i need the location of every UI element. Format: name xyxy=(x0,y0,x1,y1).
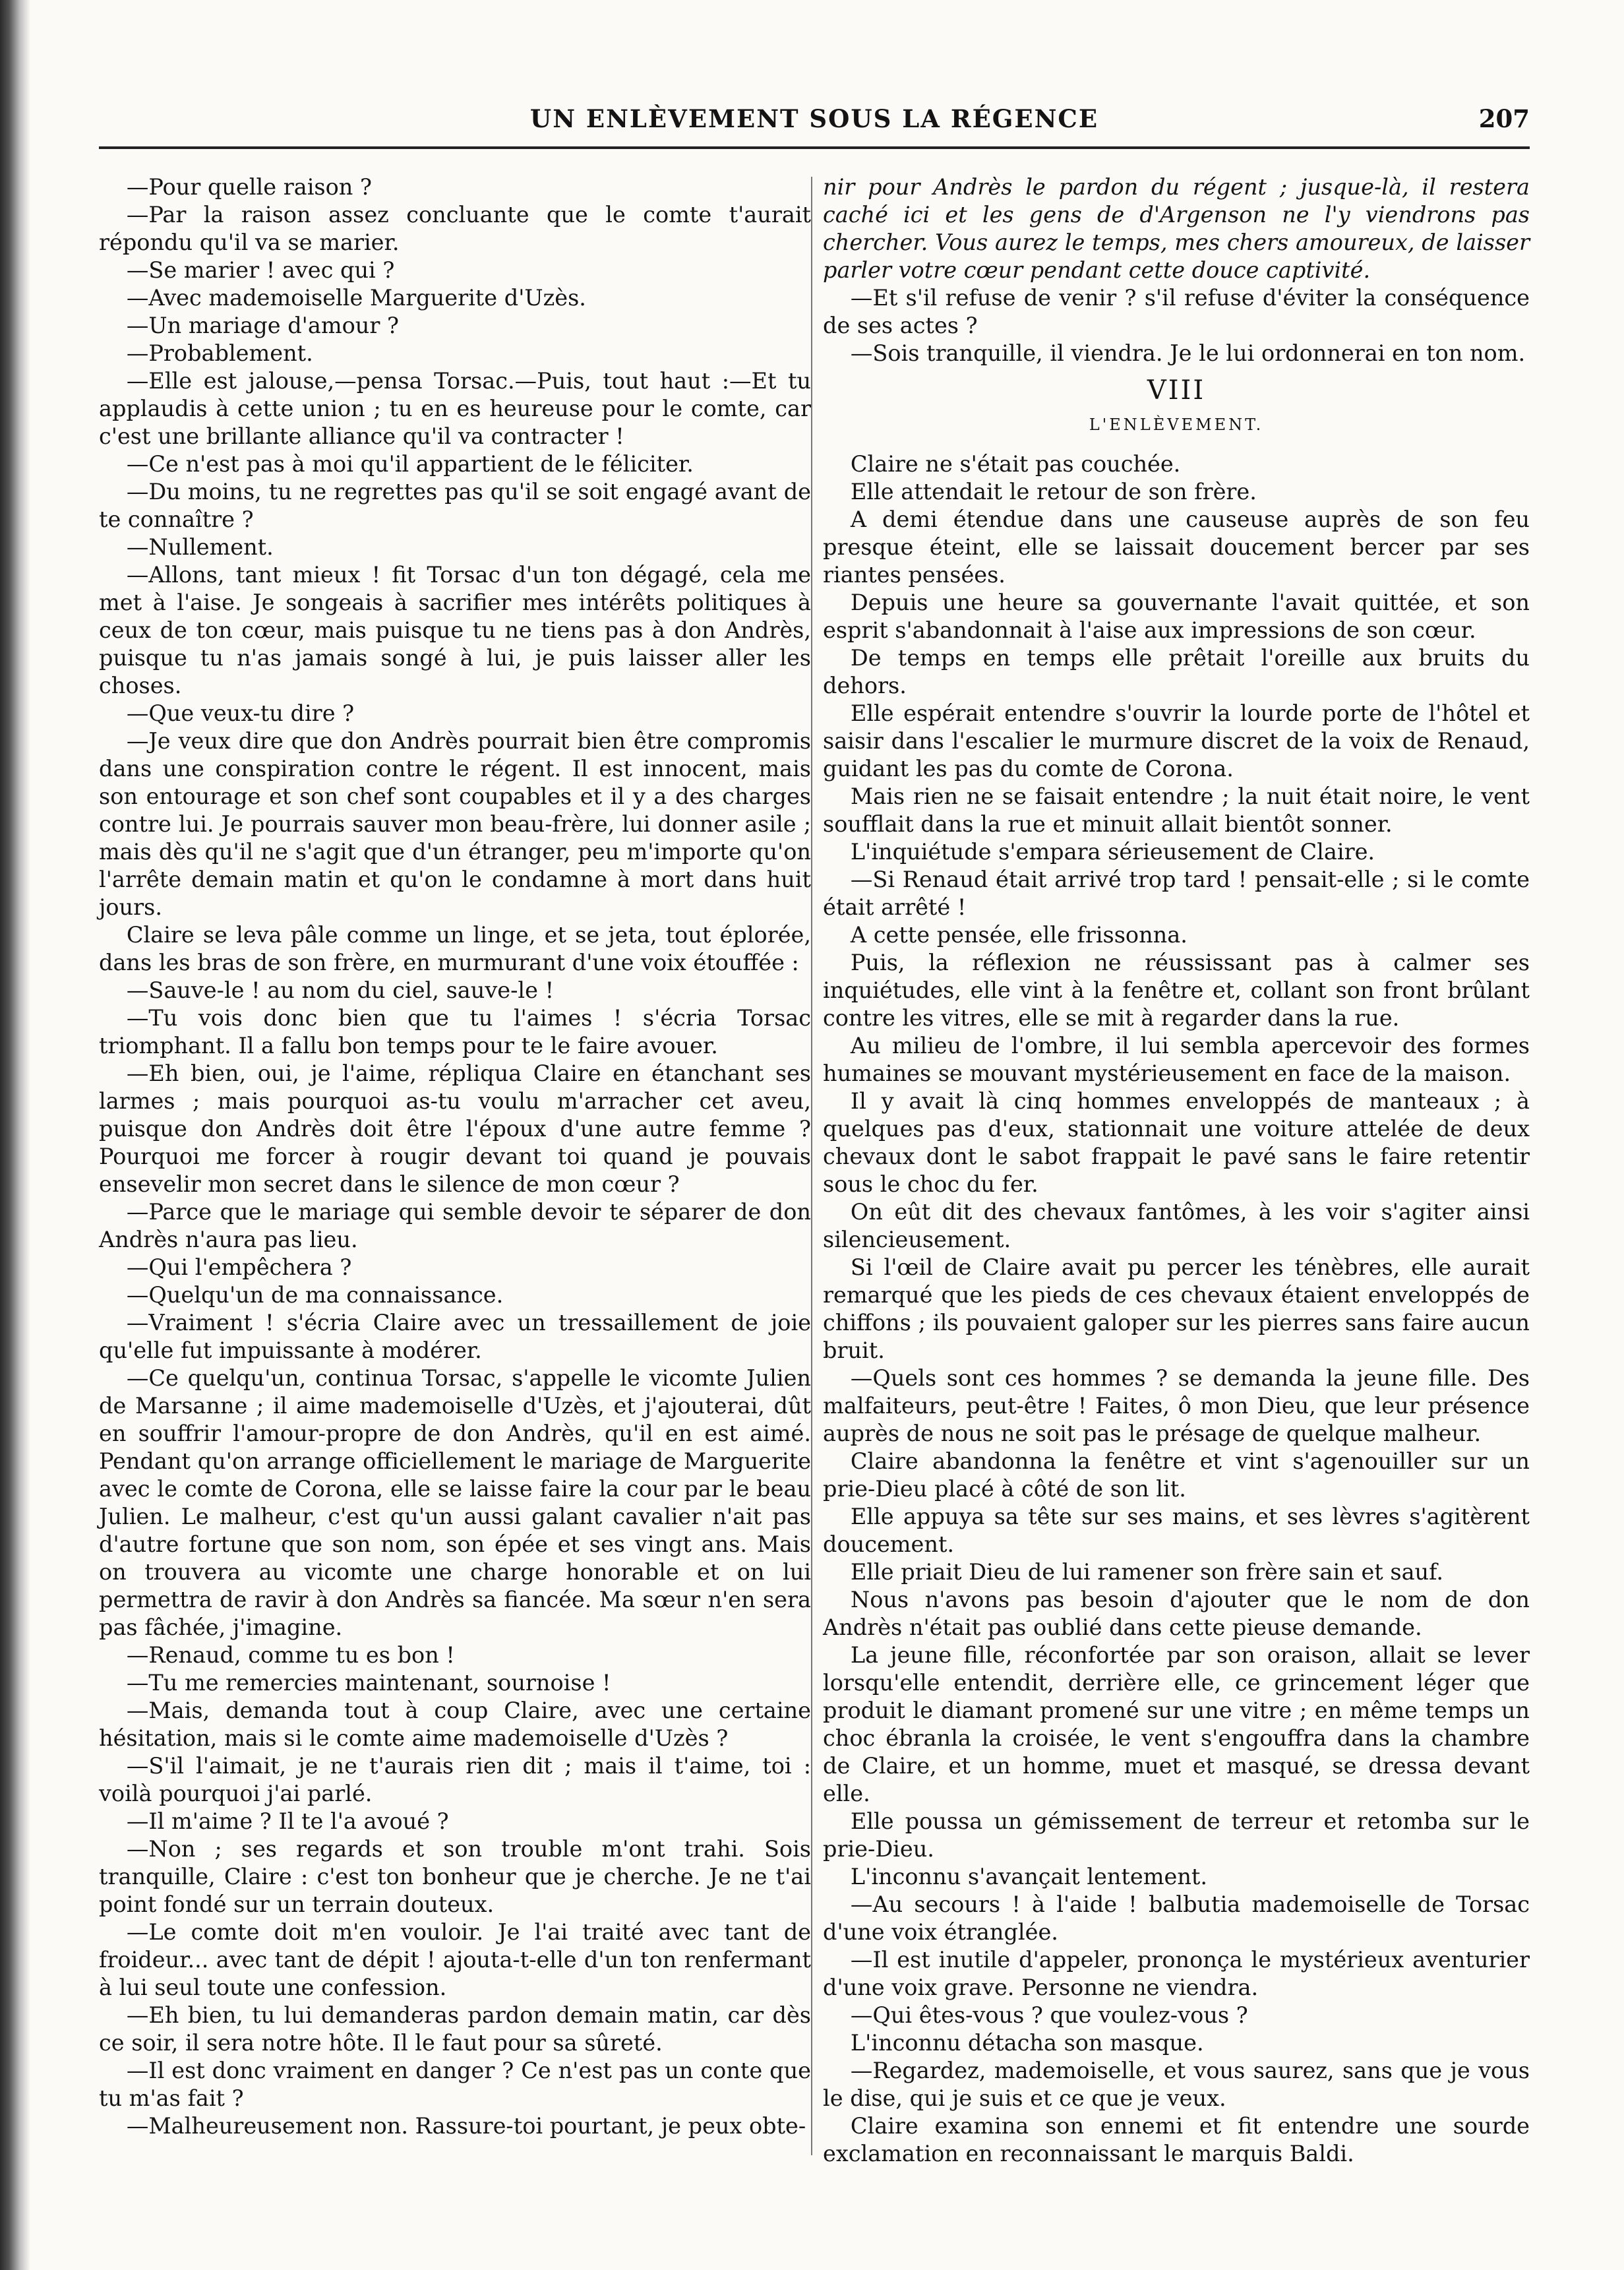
paragraph: L'inquiétude s'empara sérieusement de Claire. xyxy=(850,839,1375,865)
paragraph: —Ce quelqu'un, continua Torsac, s'appelle le vicomte Julien de Marsanne ; il aime mademoiselle d'Uzès, et j'ajouterai, dût en souffrir l'amour-propre de don Andrès, qu'il en est aimé. Pendant qu'on arrange officiellement le mariage de Marguerite avec le comte de Corona, elle se laisse faire la cour par le beau Julien. Le malheur, c'est qu'un aussi galant cavalier n'ait pas d'autre fortune que son nom, son épée et ses vingt ans. Mais on trouvera au vicomte une charge honorable et on lui permettra de ravir à don Andrès sa fiancée. Ma sœur n'en sera pas fâchée, j'imagine. xyxy=(99,1365,811,1640)
paragraph: La jeune fille, réconfortée par son oraison, allait se lever lorsqu'elle entendit, derrière elle, ce grincement léger que produit le diamant promené sur une vitre ; en même temps un choc ébranla la croisée, le vent s'engouffra dans la chambre de Claire, et un homme, muet et masqué, se dressa devant elle. xyxy=(823,1642,1530,1806)
left-column xyxy=(99,173,811,2140)
paragraph: L'inconnu s'avançait lentement. xyxy=(850,1864,1208,1889)
paragraph: —Vraiment ! s'écria Claire avec un tressaillement de joie qu'elle fut impuissante à modérer. xyxy=(99,1310,811,1363)
paragraph: —Elle est jalouse,—pensa Torsac.—Puis, tout haut :—Et tu applaudis à cette union ; tu en es heureuse pour le comte, car c'est une brillante alliance qu'il va contracter ! xyxy=(99,368,811,449)
paragraph: —Un mariage d'amour ? xyxy=(126,313,399,338)
paragraph: —Pour quelle raison ? xyxy=(126,174,372,200)
paragraph: —Que veux-tu dire ? xyxy=(126,700,355,726)
paragraph: Claire ne s'était pas couchée. xyxy=(850,451,1181,477)
paragraph: —Le comte doit m'en vouloir. Je l'ai traité avec tant de froideur... avec tant de dépit ! ajouta-t-elle d'un ton renfermant à lui seul toute une confession. xyxy=(99,1919,811,2000)
paragraph: De temps en temps elle prêtait l'oreille aux bruits du dehors. xyxy=(823,645,1530,698)
right-column-continuation xyxy=(823,173,1530,367)
paragraph: Claire se leva pâle comme un linge, et se jeta, tout éplorée, dans les bras de son frère, en murmurant d'une voix étouffée : xyxy=(99,922,811,975)
paragraph: —Renaud, comme tu es bon ! xyxy=(126,1642,455,1668)
paragraph: —Allons, tant mieux ! fit Torsac d'un ton dégagé, cela me met à l'aise. Je songeais à sacrifier mes intérêts politiques à ceux de ton cœur, mais puisque tu ne tiens pas à don Andrès, puisque tu n'as jamais songé à lui, je puis laisser aller les choses. xyxy=(99,562,811,698)
paragraph: Il y avait là cinq hommes enveloppés de manteaux ; à quelques pas d'eux, stationnait une voiture attelée de deux chevaux dont le sabot frappait le pavé sans le faire retentir sous le choc du fer. xyxy=(823,1088,1530,1197)
chapter-title: L'ENLÈVEMENT. xyxy=(1089,415,1264,434)
paragraph: Elle appuya sa tête sur ses mains, et ses lèvres s'agitèrent doucement. xyxy=(823,1504,1530,1557)
chapter-body xyxy=(823,450,1530,2168)
paragraph: —S'il l'aimait, je ne t'aurais rien dit ; mais il t'aime, toi : voilà pourquoi j'ai parlé. xyxy=(99,1753,811,1806)
paragraph: —Quels sont ces hommes ? se demanda la jeune fille. Des malfaiteurs, peut-être ! Faites, ô mon Dieu, que leur présence auprès de nous ne soit pas le présage de quelque malheur. xyxy=(823,1365,1530,1446)
paragraph: —Se marier ! avec qui ? xyxy=(126,257,395,283)
paragraph: —Au secours ! à l'aide ! balbutia mademoiselle de Torsac d'une voix étranglée. xyxy=(823,1891,1530,1945)
paragraph: Claire abandonna la fenêtre et vint s'agenouiller sur un prie-Dieu placé à côté de son lit. xyxy=(823,1448,1530,1502)
paragraph: Claire examina son ennemi et fit entendre une sourde exclamation en reconnaissant le marquis Baldi. xyxy=(823,2113,1530,2166)
page-binding-shadow xyxy=(0,0,30,2270)
running-title: UN ENLÈVEMENT SOUS LA RÉGENCE xyxy=(529,104,1099,133)
paragraph: A cette pensée, elle frissonna. xyxy=(850,922,1188,948)
paragraph: On eût dit des chevaux fantômes, à les voir s'agiter ainsi silencieusement. xyxy=(823,1199,1530,1252)
chapter-number: VIII xyxy=(1147,375,1206,406)
paragraph: —Nullement. xyxy=(126,534,274,560)
column-divider xyxy=(811,177,812,2155)
paragraph: Mais rien ne se faisait entendre ; la nuit était noire, le vent soufflait dans la rue et minuit allait bientôt sonner. xyxy=(823,783,1530,837)
paragraph: —Mais, demanda tout à coup Claire, avec une certaine hésitation, mais si le comte aime mademoiselle d'Uzès ? xyxy=(99,1698,811,1751)
paragraph: —Ce n'est pas à moi qu'il appartient de le féliciter. xyxy=(126,451,694,477)
paragraph: —Probablement. xyxy=(126,340,313,366)
paragraph: Elle poussa un gémissement de terreur et retomba sur le prie-Dieu. xyxy=(823,1808,1530,1862)
paragraph: —Tu me remercies maintenant, sournoise ! xyxy=(126,1670,611,1696)
paragraph: —Sois tranquille, il viendra. Je le lui ordonnerai en ton nom. xyxy=(850,340,1526,366)
paragraph: Elle espérait entendre s'ouvrir la lourde porte de l'hôtel et saisir dans l'escalier le murmure discret de la voix de Renaud, guidant les pas du comte de Corona. xyxy=(823,700,1530,782)
paragraph: —Il est donc vraiment en danger ? Ce n'est pas un conte que tu m'as fait ? xyxy=(99,2058,811,2111)
paragraph: Depuis une heure sa gouvernante l'avait quittée, et son esprit s'abandonnait à l'aise aux impressions de son cœur. xyxy=(823,590,1530,643)
header-rule xyxy=(99,146,1530,149)
running-header xyxy=(99,104,1530,144)
paragraph: L'inconnu détacha son masque. xyxy=(850,2030,1204,2056)
paragraph: —Si Renaud était arrivé trop tard ! pensait-elle ; si le comte était arrêté ! xyxy=(823,867,1530,920)
paragraph: —Non ; ses regards et son trouble m'ont trahi. Sois tranquille, Claire : c'est ton bonheur que je cherche. Je ne t'ai point fondé sur un terrain douteux. xyxy=(99,1836,811,1917)
paragraph: Au milieu de l'ombre, il lui sembla apercevoir des formes humaines se mouvant mystérieusement en face de la maison. xyxy=(823,1033,1530,1086)
paragraph: —Eh bien, oui, je l'aime, répliqua Claire en étanchant ses larmes ; mais pourquoi as-tu voulu m'arracher cet aveu, puisque don Andrès doit être l'époux d'une autre femme ? Pourquoi me forcer à rougir devant toi quand je pouvais ensevelir mon secret dans le silence de mon cœur ? xyxy=(99,1060,811,1197)
paragraph: —Eh bien, tu lui demanderas pardon demain matin, car dès ce soir, il sera notre hôte. Il le faut pour sa sûreté. xyxy=(99,2002,811,2056)
paragraph: —Quelqu'un de ma connaissance. xyxy=(126,1282,504,1308)
paragraph: —Par la raison assez concluante que le comte t'aurait répondu qu'il va se marier. xyxy=(99,202,811,255)
paragraph: nir pour Andrès le pardon du régent ; jusque-là, il restera caché ici et les gens de d'Argenson ne l'y viendrons pas chercher. Vous aurez le temps, mes chers amoureux, de laisser parler votre cœur pendant cette douce captivité. xyxy=(823,174,1530,283)
paragraph: —Regardez, mademoiselle, et vous saurez, sans que je vous le dise, qui je suis et ce que je veux. xyxy=(823,2058,1530,2111)
paragraph: Elle priait Dieu de lui ramener son frère sain et sauf. xyxy=(850,1559,1443,1585)
paragraph: —Tu vois donc bien que tu l'aimes ! s'écria Torsac triomphant. Il a fallu bon temps pour te le faire avouer. xyxy=(99,1005,811,1058)
paragraph: —Malheureusement non. Rassure-toi pourtant, je peux obte- xyxy=(126,2113,806,2139)
right-column xyxy=(823,173,1530,2168)
paragraph: —Qui êtes-vous ? que voulez-vous ? xyxy=(850,2002,1248,2028)
page-number: 207 xyxy=(1478,104,1530,133)
paragraph: —Et s'il refuse de venir ? s'il refuse d'éviter la conséquence de ses actes ? xyxy=(823,285,1530,338)
paragraph: Elle attendait le retour de son frère. xyxy=(850,479,1257,505)
paragraph: —Il m'aime ? Il te l'a avoué ? xyxy=(126,1808,449,1834)
paragraph: —Sauve-le ! au nom du ciel, sauve-le ! xyxy=(126,977,555,1003)
paragraph: —Avec mademoiselle Marguerite d'Uzès. xyxy=(126,285,586,311)
paragraph: Si l'œil de Claire avait pu percer les ténèbres, elle aurait remarqué que les pieds de ces chevaux étaient enveloppés de chiffons ; ils pouvaient galoper sur les pierres sans faire aucun bruit. xyxy=(823,1254,1530,1363)
paragraph: —Il est inutile d'appeler, prononça le mystérieux aventurier d'une voix grave. Personne ne viendra. xyxy=(823,1947,1530,2000)
paragraph: —Parce que le mariage qui semble devoir te séparer de don Andrès n'aura pas lieu. xyxy=(99,1199,811,1252)
paragraph: Nous n'avons pas besoin d'ajouter que le nom de don Andrès n'était pas oublié dans cette pieuse demande. xyxy=(823,1587,1530,1640)
paragraph: A demi étendue dans une causeuse auprès de son feu presque éteint, elle se laissait doucement bercer par ses riantes pensées. xyxy=(823,506,1530,588)
paragraph: —Du moins, tu ne regrettes pas qu'il se soit engagé avant de te connaître ? xyxy=(99,479,811,532)
paragraph: —Je veux dire que don Andrès pourrait bien être compromis dans une conspiration contre le régent. Il est innocent, mais son entourage et son chef sont coupables et il y a des charges contre lui. Je pourrais sauver mon beau-frère, lui donner asile ; mais dès qu'il ne s'agit que d'un étranger, peu m'importe qu'on l'arrête demain matin et qu'on le condamne à mort dans huit jours. xyxy=(99,728,811,920)
paragraph: —Qui l'empêchera ? xyxy=(126,1254,352,1280)
paragraph: Puis, la réflexion ne réussissant pas à calmer ses inquiétudes, elle vint à la fenêtre et, collant son front brûlant contre les vitres, elle se mit à regarder dans la rue. xyxy=(823,950,1530,1031)
